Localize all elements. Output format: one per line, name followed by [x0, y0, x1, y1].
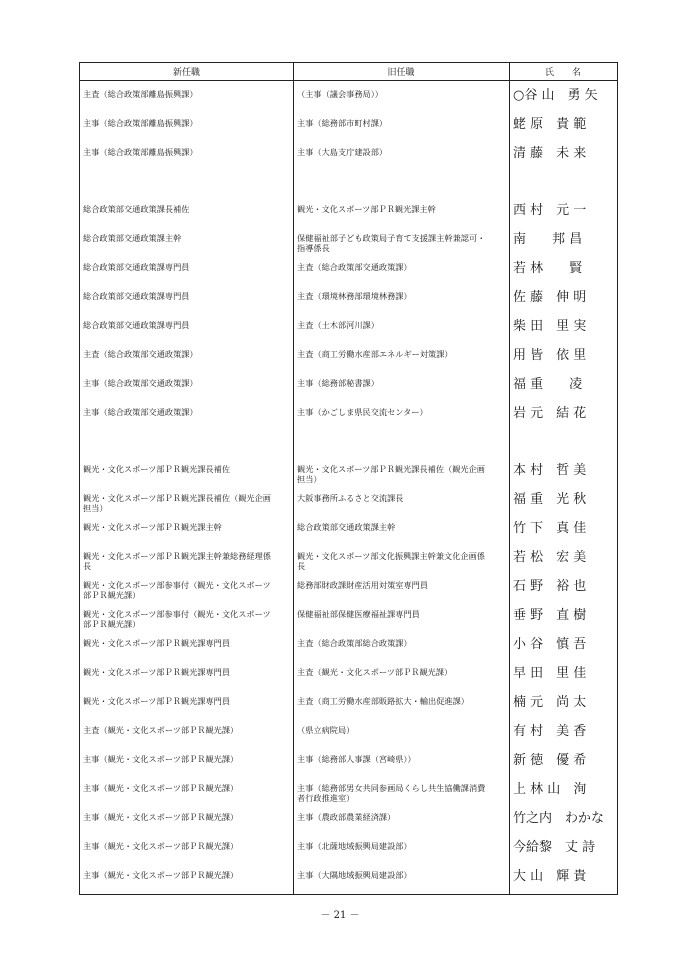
- old-post-cell: 主査（観光・文化スポーツ部ＰＲ観光課）: [297, 667, 453, 677]
- new-post-cell: 総合政策部交通政策課専門員: [83, 262, 190, 272]
- new-post-cell: 観光・文化スポーツ部ＰＲ観光課主幹: [83, 522, 222, 532]
- name-cell: 楠 元 尚 太: [513, 695, 587, 710]
- old-post-cell: 大阪事務所ふるさと交流課長: [297, 493, 404, 503]
- old-post-cell: 主事（大島支庁建設部）: [297, 147, 388, 157]
- name-cell: 垂 野 直 樹: [513, 608, 587, 623]
- column-divider: [509, 63, 510, 894]
- new-post-cell: 主査（観光・文化スポーツ部ＰＲ観光課）: [83, 725, 239, 735]
- name-cell: 有 村 美 香: [513, 724, 587, 739]
- name-cell: 石 野 裕 也: [513, 579, 587, 594]
- new-post-cell: 総合政策部交通政策課長補佐: [83, 204, 190, 214]
- new-post-cell: 観光・文化スポーツ部ＰＲ観光課長補佐: [83, 464, 231, 474]
- new-post-cell: 主査（総合政策部離島振興課）: [83, 89, 198, 99]
- name-cell: 早 田 里 佳: [513, 666, 587, 681]
- header-old-post: 旧任職: [387, 68, 415, 78]
- name-cell: 竹之内 わかな: [513, 811, 605, 826]
- name-cell: 福 重 光 秋: [513, 492, 587, 507]
- old-post-cell: 主事（かごしま県民交流センター）: [297, 407, 428, 417]
- old-post-cell: 主査（環境林務部環境林務課）: [297, 291, 412, 301]
- old-post-cell: 主事（総務部男女共同参画局くらし共生協働課消費 者行政推進室）: [297, 783, 486, 803]
- header-divider: [80, 80, 617, 81]
- name-cell: 福 重 凌: [513, 377, 583, 392]
- new-post-cell: 主事（総合政策部離島振興課）: [83, 118, 198, 128]
- new-post-cell: 観光・文化スポーツ部ＰＲ観光課専門員: [83, 638, 231, 648]
- new-post-cell: 主事（観光・文化スポーツ部ＰＲ観光課）: [83, 812, 239, 822]
- old-post-cell: 保健福祉部子ども政策局子育て支援課主幹兼認可・ 指導係長: [297, 233, 486, 253]
- new-post-cell: 主事（観光・文化スポーツ部ＰＲ観光課）: [83, 783, 239, 793]
- name-cell: 小 谷 慎 吾: [513, 637, 587, 652]
- old-post-cell: 観光・文化スポーツ部ＰＲ観光課長補佐（観光企画 担当）: [297, 464, 485, 484]
- new-post-cell: 観光・文化スポーツ部参事付（観光・文化スポーツ 部ＰＲ観光課）: [83, 609, 271, 629]
- page-number: － 21 －: [320, 910, 360, 921]
- name-cell: 新 徳 優 希: [513, 753, 587, 768]
- name-cell: 岩 元 結 花: [513, 406, 587, 421]
- name-cell: ○谷 山 勇 矢: [513, 88, 598, 103]
- new-post-cell: 主事（観光・文化スポーツ部ＰＲ観光課）: [83, 754, 239, 764]
- name-cell: 今給黎 丈 詩: [513, 840, 596, 855]
- new-post-cell: 総合政策部交通政策課主幹: [83, 233, 182, 243]
- new-post-cell: 総合政策部交通政策課専門員: [83, 320, 190, 330]
- old-post-cell: 主査（総合政策部総合政策課）: [297, 638, 412, 648]
- name-cell: 蛯 原 貴 範: [513, 117, 587, 132]
- new-post-cell: 主事（総合政策部交通政策課）: [83, 407, 198, 417]
- name-cell: 本 村 哲 美: [513, 463, 587, 478]
- old-post-cell: 主事（総務部市町村課）: [297, 118, 388, 128]
- new-post-cell: 総合政策部交通政策課専門員: [83, 291, 190, 301]
- old-post-cell: 観光・文化スポーツ部文化振興課主幹兼文化企画係 長: [297, 551, 485, 571]
- name-cell: 南 邦 昌: [513, 232, 583, 247]
- old-post-cell: 主査（土木部河川課）: [297, 320, 379, 330]
- name-cell: 用 皆 依 里: [513, 348, 587, 363]
- old-post-cell: 主査（商工労働水産部販路拡大・輸出促進課）: [297, 696, 469, 706]
- old-post-cell: 主事（総務部人事課（宮崎県））: [297, 754, 416, 764]
- old-post-cell: 主事（総務部秘書課）: [297, 378, 379, 388]
- old-post-cell: 保健福祉部保健医療福祉課専門員: [297, 609, 420, 619]
- personnel-table: [79, 62, 618, 895]
- new-post-cell: 観光・文化スポーツ部ＰＲ観光課長補佐（観光企画 担当）: [83, 493, 271, 513]
- new-post-cell: 主事（観光・文化スポーツ部ＰＲ観光課）: [83, 841, 239, 851]
- old-post-cell: 主事（農政部農業経済課）: [297, 812, 396, 822]
- name-cell: 佐 藤 伸 明: [513, 290, 587, 305]
- new-post-cell: 主事（総合政策部離島振興課）: [83, 147, 198, 157]
- old-post-cell: 総務部財政課財産活用対策室専門員: [297, 580, 429, 590]
- old-post-cell: 主事（北薩地域振興局建設部）: [297, 841, 412, 851]
- new-post-cell: 観光・文化スポーツ部ＰＲ観光課専門員: [83, 667, 231, 677]
- name-cell: 大 山 輝 貴: [513, 869, 587, 884]
- new-post-cell: 主事（観光・文化スポーツ部ＰＲ観光課）: [83, 870, 239, 880]
- name-cell: 清 藤 未 来: [513, 146, 587, 161]
- new-post-cell: 主事（総合政策部交通政策課）: [83, 378, 198, 388]
- old-post-cell: 総合政策部交通政策課主幹: [297, 522, 396, 532]
- old-post-cell: 観光・文化スポーツ部ＰＲ観光課主幹: [297, 204, 436, 214]
- old-post-cell: （主事（議会事務局））: [297, 89, 383, 99]
- new-post-cell: 観光・文化スポーツ部ＰＲ観光課専門員: [83, 696, 231, 706]
- new-post-cell: 主査（総合政策部交通政策課）: [83, 349, 198, 359]
- new-post-cell: 観光・文化スポーツ部参事付（観光・文化スポーツ 部ＰＲ観光課）: [83, 580, 271, 600]
- old-post-cell: 主査（総合政策部交通政策課）: [297, 262, 412, 272]
- name-cell: 西 村 元 一: [513, 203, 587, 218]
- name-cell: 竹 下 真 佳: [513, 521, 587, 536]
- name-cell: 若 林 賢: [513, 261, 583, 276]
- new-post-cell: 観光・文化スポーツ部ＰＲ観光課主幹兼総務経理係 長: [83, 551, 271, 571]
- old-post-cell: 主査（商工労働水産部エネルギー対策課）: [297, 349, 453, 359]
- name-cell: 上 林 山 洵: [513, 782, 587, 797]
- header-name: 氏 名: [544, 68, 581, 78]
- old-post-cell: （県立病院局）: [297, 725, 355, 735]
- name-cell: 若 松 宏 美: [513, 550, 587, 565]
- header-new-post: 新任職: [172, 68, 200, 78]
- name-cell: 柴 田 里 実: [513, 319, 587, 334]
- old-post-cell: 主事（大隅地域振興局建設部）: [297, 870, 412, 880]
- column-divider: [293, 63, 294, 894]
